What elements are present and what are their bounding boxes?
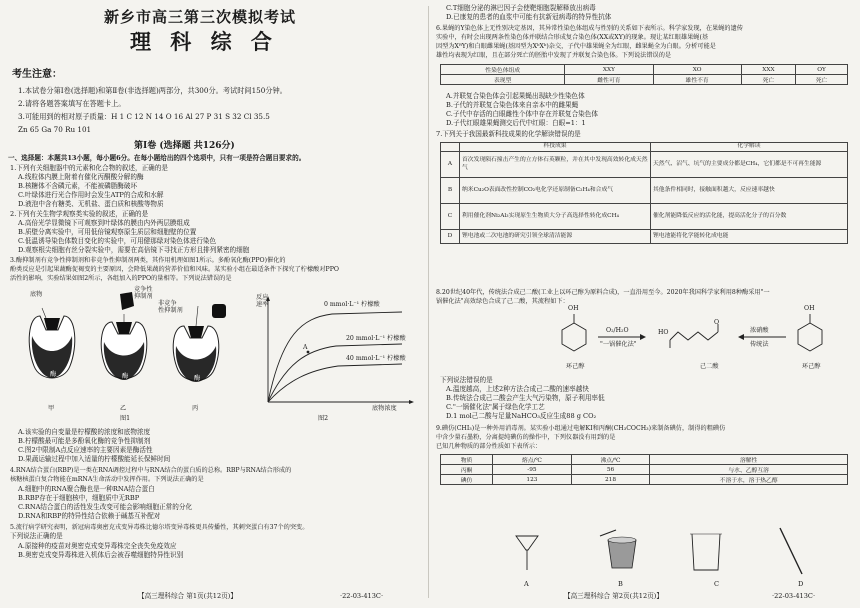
table-cell: 化学解读 xyxy=(651,143,848,152)
q4-option-b: B.RBP存在于细胞核中，细胞质中无RBP xyxy=(18,494,140,502)
q2-option-c: C.低温诱导染色体数目变化的实验中，可用健那绿对染色体进行染色 xyxy=(18,237,217,245)
table-row xyxy=(441,152,848,178)
table-cell: 与水、乙醇互溶 xyxy=(650,465,848,475)
q8-options-lead: 下列说法错误的是 xyxy=(440,376,493,384)
fig2-point-label: A xyxy=(303,344,308,351)
q3-option-d: D.果蔬运输过程中加入适量的柠檬酸能延长保鲜时间 xyxy=(18,455,171,463)
table-cell: 不溶于水，溶于热乙醇 xyxy=(650,475,848,485)
q6-option-d: D.子代红眼雄果蝇测交后代中红眼：白眼=1：1 xyxy=(446,119,586,127)
table-cell: 雌性可育 xyxy=(565,75,653,85)
fig1-caption: 图1 xyxy=(120,415,131,422)
table-cell: B xyxy=(441,178,460,204)
table-cell: 表现型 xyxy=(441,75,565,85)
section-title: 第Ⅰ卷 (选择题 共126分) xyxy=(134,141,235,151)
table-cell: 死亡 xyxy=(741,75,795,85)
q2-stem: 2.下列有关生物学观察类实验的叙述，正确的是 xyxy=(10,210,149,218)
q5-option-a: A.原接种的疫苗对奥密克戎变异毒株完全丧失免疫效应 xyxy=(18,542,177,550)
fig1-enzyme-label-yi: 酶 xyxy=(122,373,129,380)
table-cell: 纳米Cu₂O表面改性控制CO₂电化学还原制备C₂H₄和合成气 xyxy=(460,178,651,204)
table-row xyxy=(441,475,848,485)
fig2-xlabel: 底物浓度 xyxy=(372,405,397,412)
q4-stem-2: 核糖核蛋白复合物能在mRNA生命活动中发挥作用。下列说法正确的是 xyxy=(10,476,204,483)
table-cell: 其他条件相同时，接触面积越大，反应速率越快 xyxy=(651,178,848,204)
q8-option-d: D.1 mol己二酸与足量NaHCO₃反应生成88 g CO₂ xyxy=(446,412,597,420)
table-cell: 熔点/℃ xyxy=(493,455,572,465)
table-cell: D xyxy=(441,230,460,244)
fig1-enzyme-label-jia: 酶 xyxy=(50,371,57,378)
q6-option-c: C.子代中存活的白眼雌性个体中存在并联复合染色体 xyxy=(446,110,598,118)
table-cell: 天然气、沼气、坑气的主要成分都是CH₄，它们都是不可再生能源 xyxy=(651,152,848,178)
figure-1-enzyme-diagram xyxy=(20,286,244,416)
table-row xyxy=(441,230,848,244)
q6-stem-2: 实验中，有时会出现两条性染色体并联结合形成复合染色体(XX或XY)的现象。现让某红眼雄果蝇(基 xyxy=(436,34,709,41)
notice-item-1: 1.本试卷分第Ⅰ卷(选择题)和第Ⅱ卷(非选择题)两部分，共300分。考试时间150分钟。 xyxy=(18,86,287,95)
table-cell: XXX xyxy=(741,65,795,75)
adipic-acid-chain xyxy=(670,332,718,340)
table-row xyxy=(441,75,848,85)
notice-item-2: 2.请将各题答案填写在答题卡上。 xyxy=(18,99,126,108)
scheme-reagent-top2: 浓硝酸 xyxy=(750,327,769,334)
scheme-oh-left: OH xyxy=(568,305,579,312)
table-cell: -95 xyxy=(493,465,572,475)
curve-20mmol xyxy=(268,344,402,402)
q6-stem-3: 因型为XᴮY)和白眼雌果蝇(基因型为XᵇXᵇ)杂交，子代中雄果蝇全为红眼，雌果蝇全为白眼。分析可能是 xyxy=(436,43,716,50)
fig1-substrate-label: 底物 xyxy=(30,291,43,298)
cyclohexanol-ring-left xyxy=(562,323,586,351)
panel-bing xyxy=(173,304,226,382)
table-cell: 56 xyxy=(571,465,650,475)
notice-title: 考生注意： xyxy=(12,69,62,80)
table-cell: 锂电池能将化学能转化成电能 xyxy=(651,230,848,244)
q2-option-d: D.观察根尖细胞有丝分裂实验中，需要在高倍镜下寻找正方形且排列紧密的细胞 xyxy=(18,246,250,254)
apparatus-label-a: A xyxy=(524,580,529,588)
notice-item-4: Zn 65 Ga 70 Ru 101 xyxy=(18,125,92,134)
fig2-series-2: 40 mmol·L⁻¹ 柠檬酸 xyxy=(346,355,406,362)
table-cell: 首次发现陨石撞击产生的立方体石英颗粒，并在其中发现高效转化成天然气 xyxy=(460,152,651,178)
scheme-name-left: 环己醇 xyxy=(566,363,585,370)
q8-option-c: C."一锅催化法"属于绿色化学工艺 xyxy=(446,403,545,411)
q3-stem-1: 3.酶抑制剂有竞争性抑制剂和非竞争性抑制剂两类，其作用机理如图1所示。多酚氧化酶(PPO)催化的 xyxy=(10,257,286,264)
q8-option-b: B.传统法合成己二酸会产生大气污染物，原子利用率低 xyxy=(446,394,605,402)
q3-stem-2: 酚类反应是引起果蔬酶促褐变的主要原因，会降低果蔬的营养价值和风味。某实验小组在最适条件下探究了柠檬酸对PPO xyxy=(10,266,339,273)
table-cell: 溶解性 xyxy=(650,455,848,465)
q5-option-b: B.奥密克戎变异毒株进入机体后会被吞噬细胞特异性识别 xyxy=(18,551,184,559)
table-cell: 218 xyxy=(571,475,650,485)
table-cell: A xyxy=(441,152,460,178)
panel-jia xyxy=(29,316,75,378)
q9-stem-2: 中含少量石墨粉，分离提纯碘仿的操作中，下列仪器没有用到的是 xyxy=(436,434,616,441)
apparatus-label-c: C xyxy=(714,580,720,588)
table-cell: OY xyxy=(796,65,848,75)
q8-option-a: A.温度越高，上述2种方法合成己二酸的速率越快 xyxy=(446,385,589,393)
q1-option-d: D.液泡中含有糖类、无机盐、蛋白质和核酸等物质 xyxy=(18,200,164,208)
q1-option-c: C.叶绿体进行光合作用时会发生ATP的合成和水解 xyxy=(18,191,164,199)
fig2-series-1: 20 mmol·L⁻¹ 柠檬酸 xyxy=(346,335,406,342)
table-cell: 科技成果 xyxy=(460,143,651,152)
right-footer-code: ·22-03-413C· xyxy=(772,592,816,600)
q8-reaction-scheme xyxy=(542,304,842,374)
fig1-noncompetitive-label: 非竞争 性抑制剂 xyxy=(158,300,183,314)
table-cell: C xyxy=(441,204,460,230)
right-footer-label: 【高三理科综合 第2页(共12页)】 xyxy=(564,592,663,600)
q1-option-b: B.核糖体不含磷元素，不能被磷脂酶破坏 xyxy=(18,182,138,190)
q7-table-header xyxy=(441,143,848,152)
q4-option-d: D.RNA和RBP的特异性结合依赖于碱基互补配对 xyxy=(18,512,161,520)
q3-stem-3: 活性的影响，实验结果如图2所示，各组加入的PPO的量相等。下列说法错误的是 xyxy=(10,275,232,282)
scheme-reagent-top: O₂/H₂O xyxy=(606,327,629,334)
table-cell: 雄性不育 xyxy=(653,75,741,85)
q9-table xyxy=(440,454,848,485)
q6-table-header xyxy=(441,65,848,75)
apparatus-label-b: B xyxy=(618,580,623,588)
q6-stem-1: 6.果蝇的Y染色体上无性别决定基因，其异常性染色体组成与性别的关系如下表所示。科学家发现，在果蝇的遗传 xyxy=(436,25,743,32)
q5-option-c: C.T细胞分泌的淋巴因子会使靶细胞裂解释放出病毒 xyxy=(446,4,596,12)
q2-option-b: B.质壁分离实验中，可用低倍镜观察原生质层和细胞壁的位置 xyxy=(18,228,197,236)
fig1-enzyme-label-bing: 酶 xyxy=(194,375,201,382)
table-cell: 性染色体组成 xyxy=(441,65,565,75)
panel-yi xyxy=(101,292,147,380)
table-cell: 丙酮 xyxy=(441,465,493,475)
right-page xyxy=(432,0,852,608)
table-cell: 催化剂能降低反应的活化能，提高活化分子的百分数 xyxy=(651,204,848,230)
table-cell: 利用催化剂Ni₂Al₃实现原生生物质大分子高选择性转化成CH₄ xyxy=(460,204,651,230)
q9-table-header xyxy=(441,455,848,465)
table-row xyxy=(441,465,848,475)
q5-stem-1: 5.流行病学研究表明，新冠病毒奥密克戎变异毒株比德尔塔变异毒株更具传播性，其刺突蛋白有37个的突变。 xyxy=(10,524,309,531)
funnel-icon xyxy=(516,536,538,570)
q1-option-a: A.线粒体内膜上附着有催化丙酮酸分解的酶 xyxy=(18,173,144,181)
table-cell: 沸点/℃ xyxy=(571,455,650,465)
q6-table xyxy=(440,64,848,85)
scheme-name-right: 环己醇 xyxy=(802,363,821,370)
glass-rod-icon xyxy=(780,528,802,574)
q6-option-a: A.并联复合染色体会引起果蝇出现缺少性染色体 xyxy=(446,92,585,100)
table-cell: XXY xyxy=(565,65,653,75)
scheme-ho: HO xyxy=(658,329,669,336)
q4-stem-1: 4.RNA结合蛋白(RBP)是一类在RNA调控过程中与RNA结合的蛋白质的总称。RBP与RNA结合形成的 xyxy=(10,467,292,474)
cyclohexanol-ring-right xyxy=(798,323,822,351)
q3-option-c: C.图2中限制A点反应速率的主要因素是酶活性 xyxy=(18,446,153,454)
left-page xyxy=(6,0,426,608)
q2-option-a: A.高倍光学显微镜下可观察到叶绿体的膜由内外两层膜组成 xyxy=(18,219,190,227)
crucible-icon xyxy=(600,530,636,568)
q4-option-a: A.细胞中的RNA聚合酶也是一种RNA结合蛋白 xyxy=(18,485,155,493)
left-footer-label: 【高三理科综合 第1页(共12页)】 xyxy=(138,592,237,600)
q8-stem-1: 8.20世纪40年代，传统法合成己二酸(工业上以环己醇为原料合成)，一直沿用至今。2020年我国科学家利用8种酶采用"一 xyxy=(436,289,770,296)
scheme-reagent-bottom: "一锅催化法" xyxy=(600,341,637,348)
apparatus-label-d: D xyxy=(798,580,804,588)
table-cell xyxy=(441,143,460,152)
fig1-competitive-label: 竞争性 抑制剂 xyxy=(134,286,153,300)
q3-option-b: B.柠檬酸最可能是多酚氧化酶的竞争性抑制剂 xyxy=(18,437,151,445)
table-cell: 死亡 xyxy=(796,75,848,85)
fig1-panel-yi: 乙 xyxy=(120,405,127,412)
header-title: 新乡市高三第三次模拟考试 xyxy=(104,8,297,26)
q9-stem-1: 9.碘仿(CHI₃)是一种外用消毒剂。某实验小组通过电解KI和丙酮(CH₃COCH₃)来制备碘仿，制得的粗碘仿 xyxy=(436,425,726,432)
q4-option-c: C.RNA结合蛋白的活性发生改变可能会影响细胞正常的分化 xyxy=(18,503,193,511)
fig2-ylabel: 反应 速率 xyxy=(256,294,269,308)
fig2-series-0: 0 mmol·L⁻¹ 柠檬酸 xyxy=(324,301,380,308)
beaker-icon xyxy=(690,534,722,570)
fig1-panel-jia: 甲 xyxy=(48,405,55,412)
q5-option-d: D.已康复的患者的血浆中可能有抗新冠病毒的特异性抗体 xyxy=(446,13,612,21)
table-cell: 123 xyxy=(493,475,572,485)
notice-item-3: 3.可能用到的相对原子质量：H 1 C 12 N 14 O 16 Al 27 P 31 S 32 Cl 35.5 xyxy=(18,112,270,121)
table-cell: 碘仿 xyxy=(441,475,493,485)
table-row xyxy=(441,204,848,230)
table-cell: 物质 xyxy=(441,455,493,465)
q8-stem-2: 锅催化法"高效绿色合成了己二酸，其流程如下： xyxy=(436,298,569,305)
q9-stem-3: 已知几种物质的部分性质如下表所示： xyxy=(436,443,542,450)
table-cell: 锂电池或二次电池的研究引领全球清洁能源 xyxy=(460,230,651,244)
section-intro: 一、选择题：本题共13小题，每小题6分。在每小题给出的四个选项中，只有一项是符合题目要求的。 xyxy=(8,154,306,162)
scheme-name-mid: 己二酸 xyxy=(700,363,719,370)
scheme-oh-right: OH xyxy=(804,305,815,312)
q3-option-a: A.该实验的自变量是柠檬酸的浓度和底物浓度 xyxy=(18,428,151,436)
header-subject: 理 科 综 合 xyxy=(130,29,278,54)
table-cell: XO xyxy=(653,65,741,75)
page-divider xyxy=(428,6,429,598)
fig2-caption: 图2 xyxy=(318,415,329,422)
table-row xyxy=(441,178,848,204)
q7-table xyxy=(440,142,848,244)
fig1-panel-bing: 丙 xyxy=(192,405,199,412)
scheme-reagent-bottom2: 传统法 xyxy=(750,341,769,348)
q9-apparatus xyxy=(512,526,812,578)
q1-stem: 1.下列有关细胞器中的元素和化合物的叙述，正确的是 xyxy=(10,164,168,172)
q7-stem: 7.下列关于我国最新科技成果的化学解读错误的是 xyxy=(436,130,581,138)
scheme-o: O xyxy=(714,319,720,326)
q6-stem-4: 雄性均表现为红眼，且在部分死亡的胚胎中发现了并联复合染色体。下列说法错误的是 xyxy=(436,52,672,59)
left-footer-code: ·22-03-413C· xyxy=(340,592,384,600)
q5-stem-2: 下列说法正确的是 xyxy=(10,532,63,540)
q6-option-b: B.子代的并联复合染色体来自亲本中的雌果蝇 xyxy=(446,101,579,109)
